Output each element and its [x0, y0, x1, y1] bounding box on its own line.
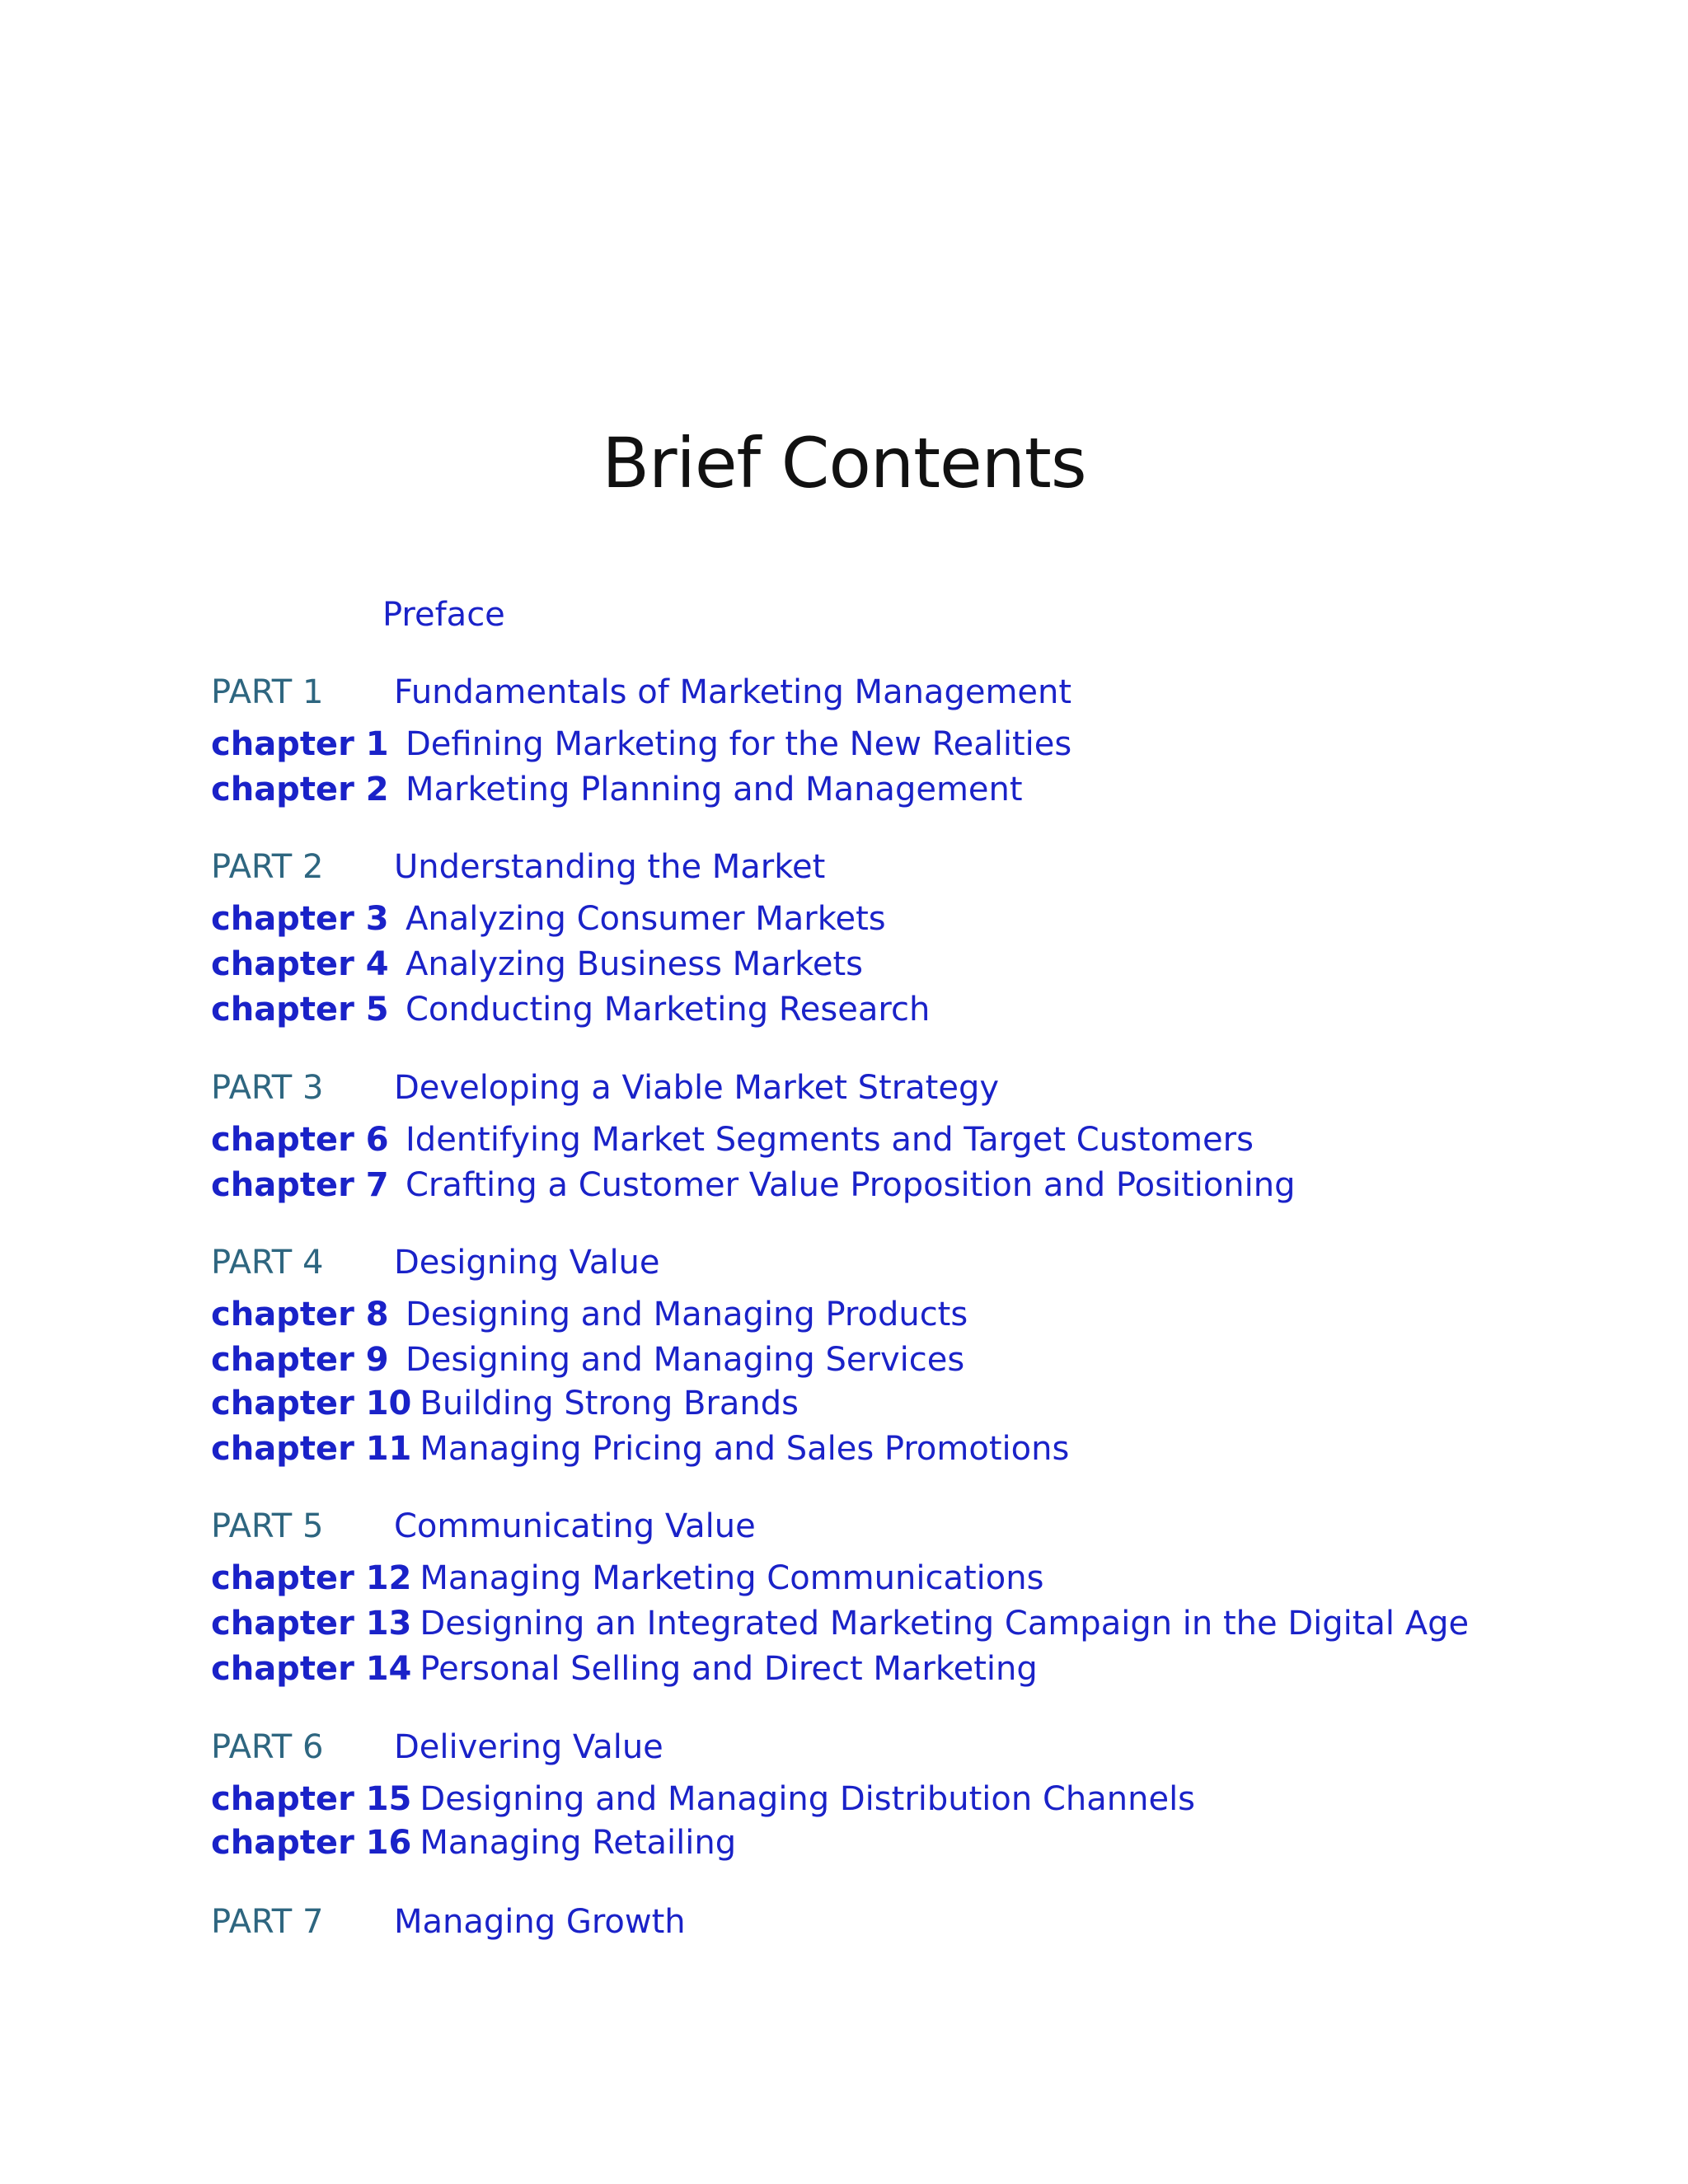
chapter-title: Designing and Managing Products	[406, 1296, 968, 1333]
chapter-link-14[interactable]	[211, 1647, 1038, 1691]
toc-link-preface[interactable]: Preface	[382, 596, 505, 634]
chapter-link-7[interactable]	[211, 1163, 1296, 1207]
chapter-title: Building Strong Brands	[420, 1385, 799, 1422]
chapter-label: chapter 8	[211, 1296, 389, 1333]
part-label: PART 3	[211, 1069, 324, 1107]
chapter-label: chapter 2	[211, 771, 389, 808]
chapter-label: chapter 4	[211, 945, 389, 983]
chapter-label: chapter 6	[211, 1121, 389, 1159]
chapter-link-9[interactable]	[211, 1338, 964, 1382]
part-label: PART 7	[211, 1903, 324, 1941]
part-title: Developing a Viable Market Strategy	[394, 1069, 1000, 1107]
part-title: Understanding the Market	[394, 848, 826, 886]
table-of-contents	[211, 0, 1662, 2184]
chapter-link-15[interactable]	[211, 1777, 1195, 1821]
chapter-link-10[interactable]	[211, 1381, 799, 1426]
chapter-title: Designing and Managing Distribution Channels	[420, 1780, 1196, 1818]
chapter-label: chapter 12	[211, 1559, 412, 1597]
chapter-label: chapter 16	[211, 1824, 412, 1862]
part-title: Managing Growth	[394, 1903, 686, 1941]
part-title: Fundamentals of Marketing Management	[394, 673, 1072, 711]
chapter-title: Managing Pricing and Sales Promotions	[420, 1430, 1070, 1468]
chapter-title: Personal Selling and Direct Marketing	[420, 1650, 1038, 1688]
part-heading-7[interactable]	[211, 1899, 686, 1945]
chapter-label: chapter 3	[211, 900, 389, 938]
part-heading-2[interactable]	[211, 844, 825, 890]
chapter-title: Designing an Integrated Marketing Campaign in the Digital Age	[420, 1605, 1470, 1643]
part-label: PART 5	[211, 1507, 324, 1545]
chapter-title: Identifying Market Segments and Target Customers	[406, 1121, 1254, 1159]
chapter-title: Analyzing Consumer Markets	[406, 900, 886, 938]
chapter-label: chapter 15	[211, 1780, 412, 1818]
chapter-label: chapter 9	[211, 1341, 389, 1379]
chapter-label: chapter 5	[211, 991, 389, 1029]
chapter-title: Conducting Marketing Research	[406, 991, 931, 1029]
chapter-label: chapter 11	[211, 1430, 412, 1468]
part-title: Delivering Value	[394, 1728, 663, 1766]
part-heading-3[interactable]	[211, 1065, 999, 1111]
chapter-link-16[interactable]	[211, 1821, 736, 1865]
chapter-title: Designing and Managing Services	[406, 1341, 965, 1379]
page-title: Brief Contents	[602, 423, 1086, 504]
chapter-link-4[interactable]	[211, 942, 863, 987]
part-label: PART 4	[211, 1244, 324, 1282]
chapter-link-12[interactable]	[211, 1556, 1043, 1601]
part-heading-6[interactable]	[211, 1724, 663, 1770]
part-title: Designing Value	[394, 1244, 660, 1282]
chapter-link-5[interactable]	[211, 987, 930, 1032]
chapter-link-11[interactable]	[211, 1427, 1069, 1471]
chapter-title: Managing Marketing Communications	[420, 1559, 1044, 1597]
chapter-link-1[interactable]	[211, 722, 1071, 766]
chapter-link-2[interactable]	[211, 767, 1023, 812]
chapter-title: Marketing Planning and Management	[406, 771, 1023, 808]
chapter-link-8[interactable]	[211, 1292, 968, 1337]
chapter-label: chapter 10	[211, 1385, 412, 1422]
part-heading-5[interactable]	[211, 1503, 756, 1549]
chapter-title: Managing Retailing	[420, 1824, 737, 1862]
part-title: Communicating Value	[394, 1507, 756, 1545]
chapter-title: Analyzing Business Markets	[406, 945, 864, 983]
chapter-label: chapter 7	[211, 1166, 389, 1204]
chapter-link-13[interactable]	[211, 1601, 1469, 1646]
part-heading-1[interactable]	[211, 669, 1071, 715]
chapter-title: Defining Marketing for the New Realities	[406, 725, 1072, 763]
chapter-title: Crafting a Customer Value Proposition and Positioning	[406, 1166, 1296, 1204]
chapter-label: chapter 1	[211, 725, 389, 763]
chapter-link-3[interactable]	[211, 897, 886, 941]
part-heading-4[interactable]	[211, 1240, 660, 1286]
chapter-link-6[interactable]	[211, 1118, 1254, 1162]
chapter-label: chapter 14	[211, 1650, 412, 1688]
chapter-label: chapter 13	[211, 1605, 412, 1643]
part-label: PART 1	[211, 673, 324, 711]
part-label: PART 2	[211, 848, 324, 886]
part-label: PART 6	[211, 1728, 324, 1766]
